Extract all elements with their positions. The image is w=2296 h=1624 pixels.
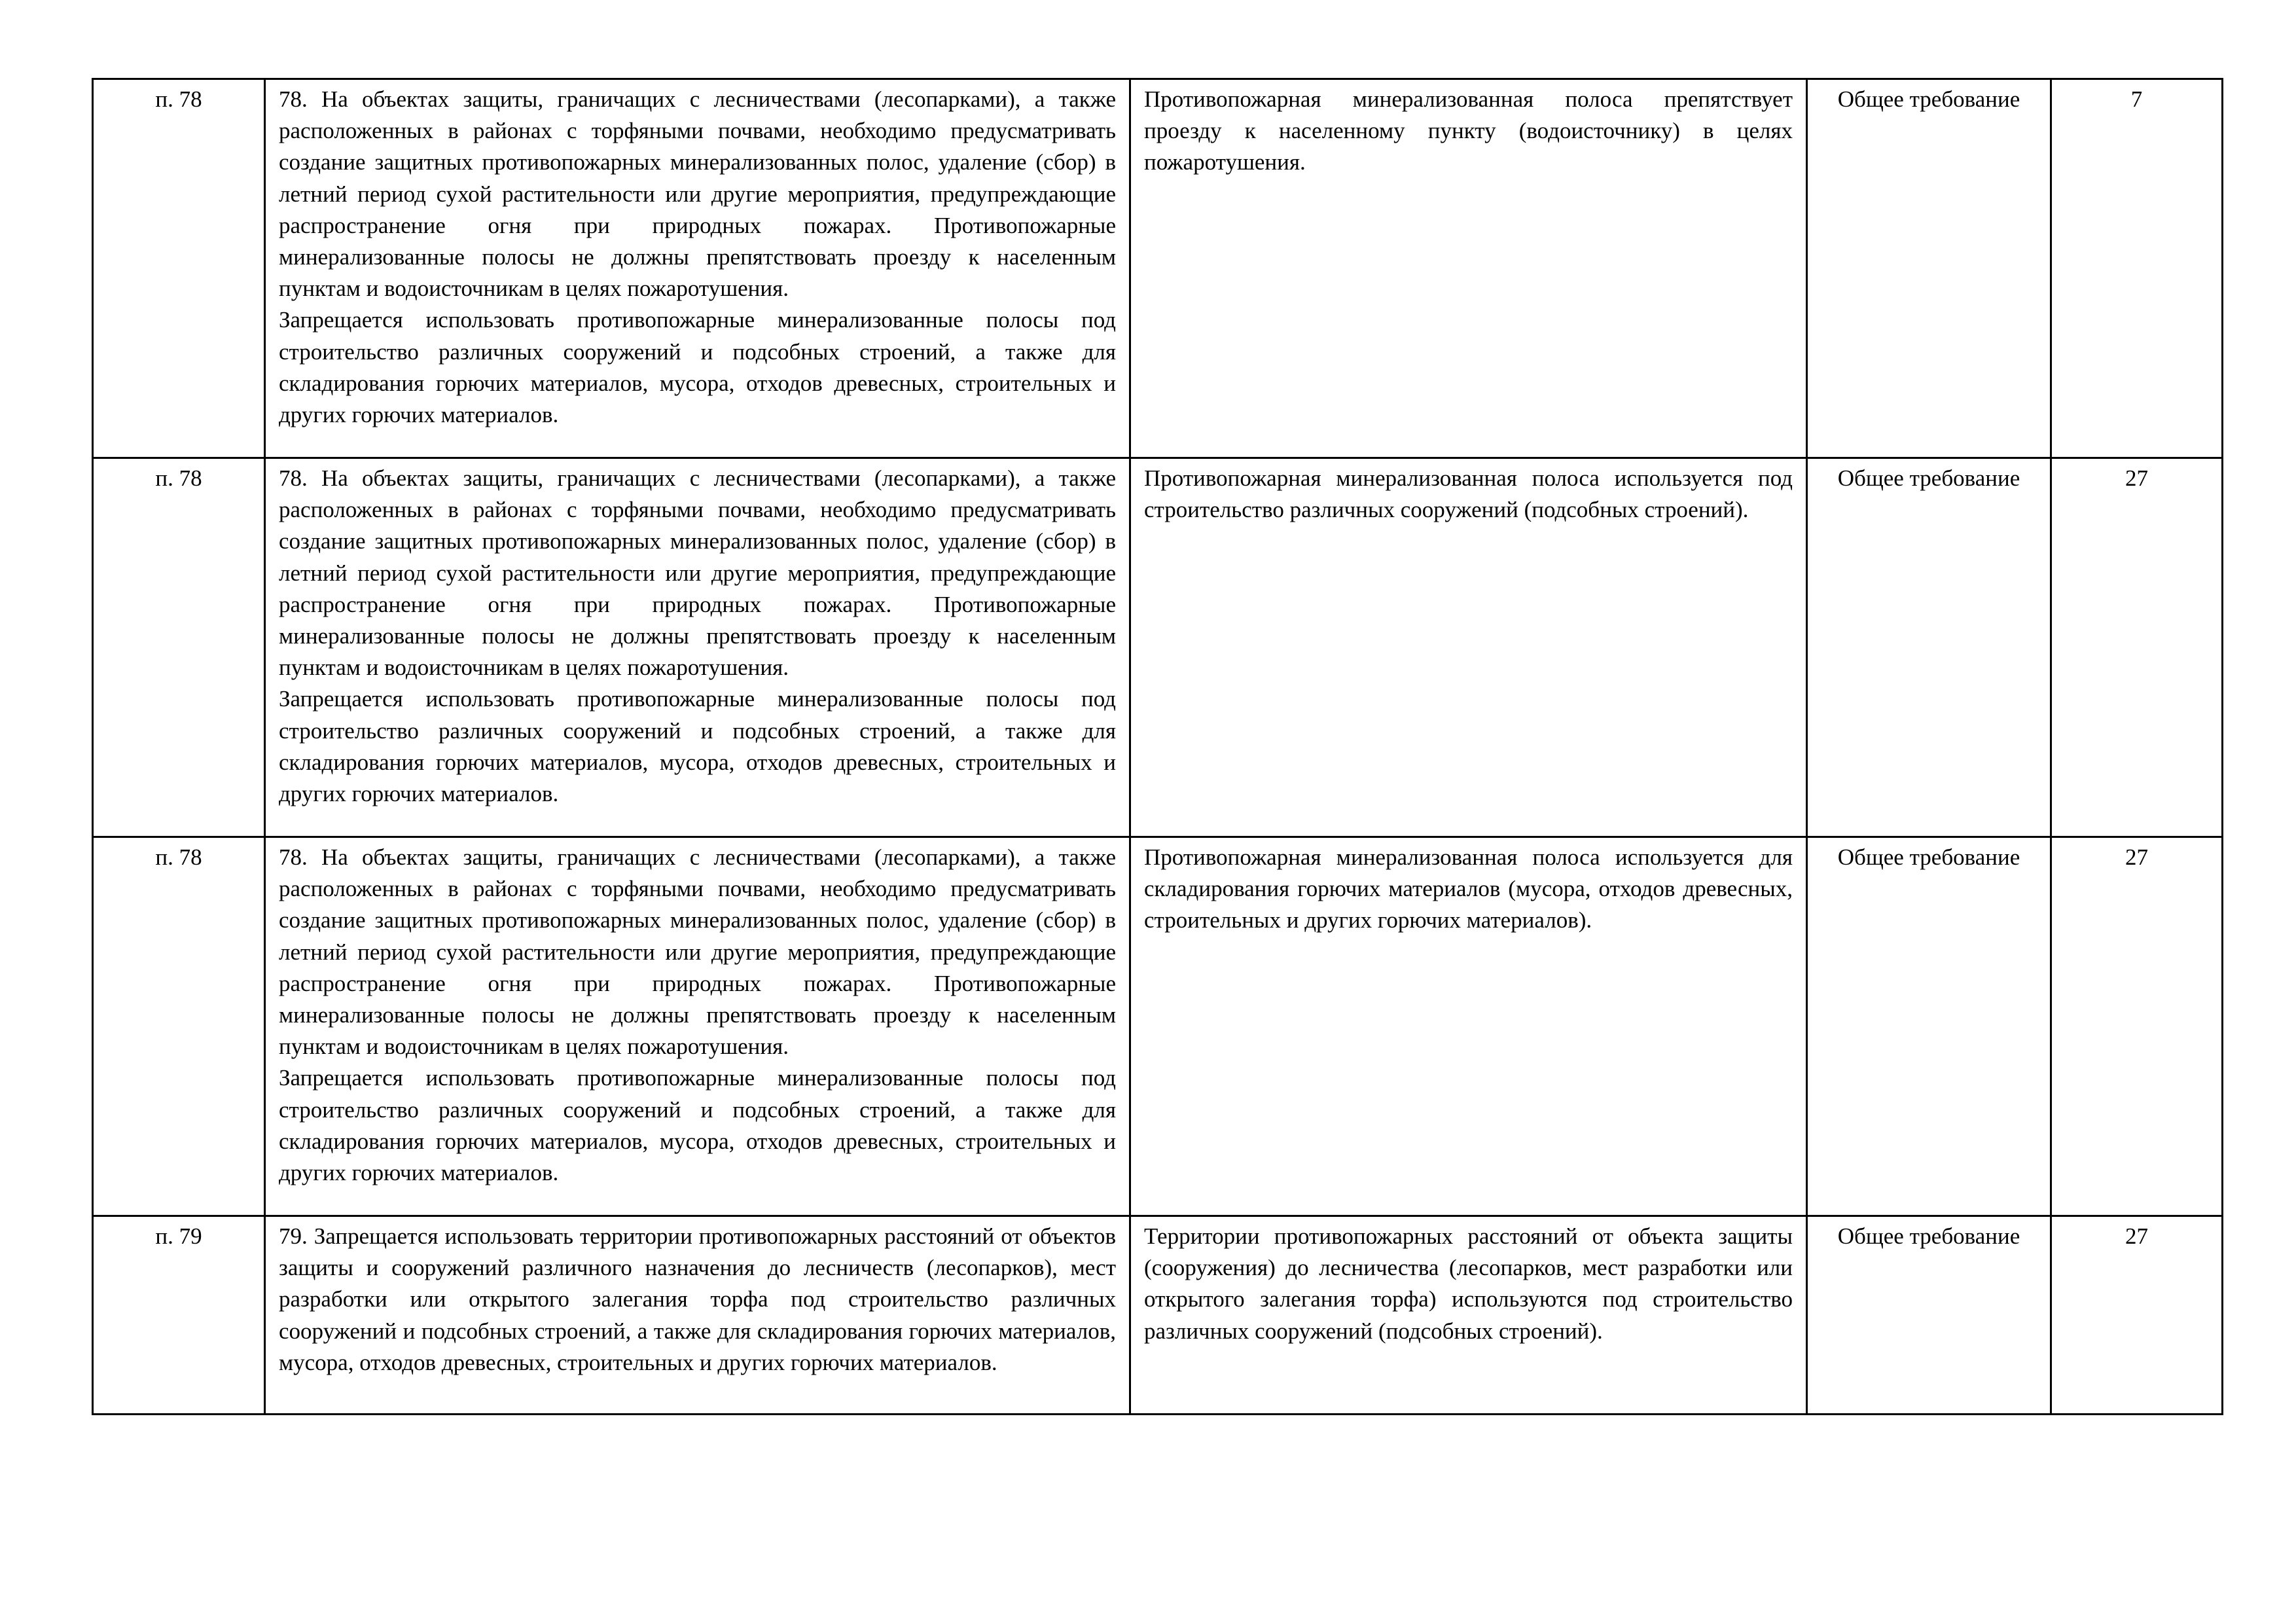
requirement-type-cell: Общее требование — [1807, 79, 2051, 458]
violation-cell: Противопожарная минерализованная полоса препятствует проезду к населенному пункту (водоисточнику) в целях пожаротушения. — [1130, 79, 1807, 458]
score-cell: 27 — [2051, 837, 2223, 1216]
clause-number-cell: п. 78 — [93, 79, 265, 458]
clause-number-cell: п. 79 — [93, 1216, 265, 1415]
score-cell: 7 — [2051, 79, 2223, 458]
requirements-table — [92, 78, 2223, 1415]
requirement-text-cell — [265, 79, 1130, 458]
requirement-text-paragraph: Запрещается использовать противопожарные минерализованные полосы под строительство различных сооружений и подсобных строений, а также для складирования горючих материалов, мусора, отходов древесных, строительных и других горючих материалов. — [279, 307, 1116, 428]
score-cell: 27 — [2051, 1216, 2223, 1415]
violation-cell: Территории противопожарных расстояний от объекта защиты (сооружения) до лесничества (лесопарков, мест разработки или открытого залегания торфа) используются под строительство различных сооружений (подсобных строений). — [1130, 1216, 1807, 1415]
requirement-text-cell — [265, 458, 1130, 837]
requirement-text-paragraph: 78. На объектах защиты, граничащих с лесничествами (лесопарками), а также расположенных в районах с торфяными почвами, необходимо предусматривать создание защитных противопожарных минерализованных полос, удаление (сбор) в летний период сухой растительности или другие мероприятия, предупреждающие распространение огня при природных пожарах. Противопожарные минерализованные полосы не должны препятствовать проезду к населенным пунктам и водоисточникам в целях пожаротушения. — [279, 465, 1116, 681]
requirement-text-cell — [265, 837, 1130, 1216]
requirement-text-paragraph: 78. На объектах защиты, граничащих с лесничествами (лесопарками), а также расположенных в районах с торфяными почвами, необходимо предусматривать создание защитных противопожарных минерализованных полос, удаление (сбор) в летний период сухой растительности или другие мероприятия, предупреждающие распространение огня при природных пожарах. Противопожарные минерализованные полосы не должны препятствовать проезду к населенным пунктам и водоисточникам в целях пожаротушения. — [279, 86, 1116, 302]
table-row — [93, 1216, 2223, 1415]
table-row — [93, 458, 2223, 837]
requirement-text-paragraph: 79. Запрещается использовать территории противопожарных расстояний от объектов защиты и сооружений различного назначения до лесничеств (лесопарков), мест разработки или открытого залегания торфа под строительство различных сооружений и подсобных строений, а также для складирования горючих материалов, мусора, отходов древесных, строительных и других горючих материалов. — [279, 1223, 1116, 1375]
requirement-text-cell — [265, 1216, 1130, 1415]
table-row — [93, 79, 2223, 458]
violation-cell: Противопожарная минерализованная полоса используется для складирования горючих материалов (мусора, отходов древесных, строительных и других горючих материалов). — [1130, 837, 1807, 1216]
requirement-text-paragraph: Запрещается использовать противопожарные минерализованные полосы под строительство различных сооружений и подсобных строений, а также для складирования горючих материалов, мусора, отходов древесных, строительных и других горючих материалов. — [279, 1065, 1116, 1186]
requirement-type-cell: Общее требование — [1807, 458, 2051, 837]
clause-number-cell: п. 78 — [93, 837, 265, 1216]
requirement-type-cell: Общее требование — [1807, 837, 2051, 1216]
requirement-text-paragraph: Запрещается использовать противопожарные минерализованные полосы под строительство различных сооружений и подсобных строений, а также для складирования горючих материалов, мусора, отходов древесных, строительных и других горючих материалов. — [279, 686, 1116, 807]
score-cell: 27 — [2051, 458, 2223, 837]
violation-cell: Противопожарная минерализованная полоса используется под строительство различных сооружений (подсобных строений). — [1130, 458, 1807, 837]
requirement-text-paragraph: 78. На объектах защиты, граничащих с лесничествами (лесопарками), а также расположенных в районах с торфяными почвами, необходимо предусматривать создание защитных противопожарных минерализованных полос, удаление (сбор) в летний период сухой растительности или другие мероприятия, предупреждающие распространение огня при природных пожарах. Противопожарные минерализованные полосы не должны препятствовать проезду к населенным пунктам и водоисточникам в целях пожаротушения. — [279, 844, 1116, 1060]
table-row — [93, 837, 2223, 1216]
requirement-type-cell: Общее требование — [1807, 1216, 2051, 1415]
clause-number-cell: п. 78 — [93, 458, 265, 837]
